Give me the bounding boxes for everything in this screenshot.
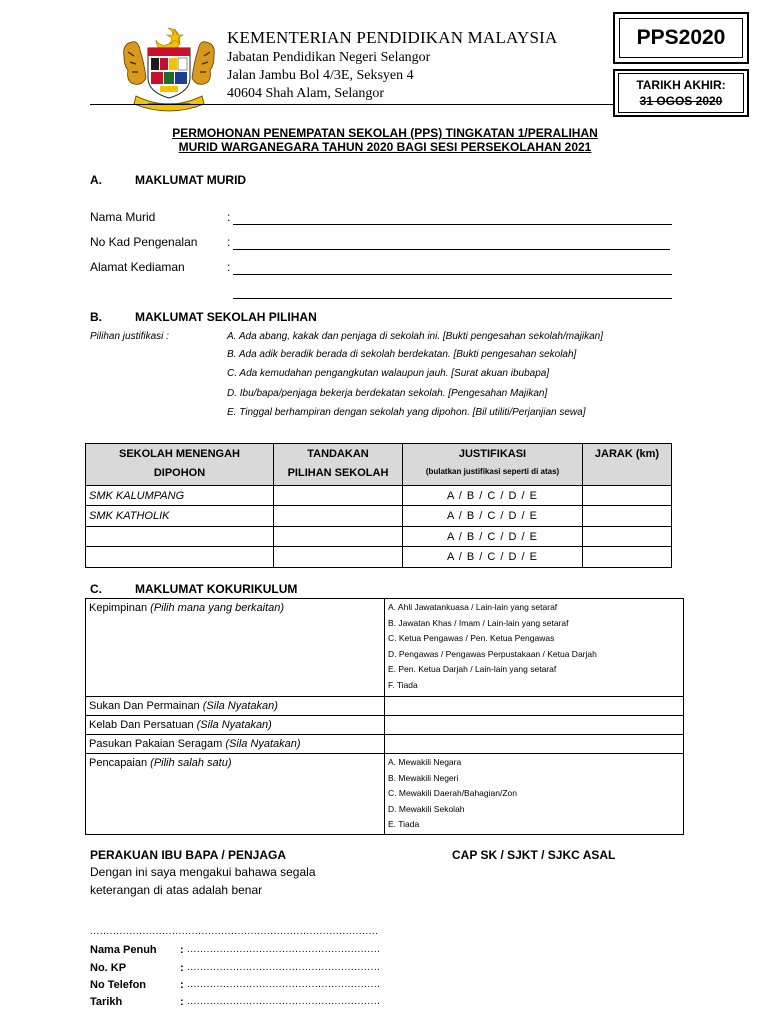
- kepimpinan-option-c: C. Ketua Pengawas / Pen. Ketua Pengawas: [388, 633, 555, 643]
- tarikh-field[interactable]: ...........................................................: [187, 996, 381, 1007]
- declaration-text-1: Dengan ini saya mengakui bahawa segala: [90, 865, 316, 879]
- table-row: [86, 547, 672, 568]
- tarikh-colon: :: [180, 996, 184, 1008]
- header-mark: TANDAKAN PILIHAN SEKOLAH: [274, 444, 403, 486]
- nama-penuh-label: Nama Penuh: [90, 944, 157, 956]
- section-b-title: MAKLUMAT SEKOLAH PILIHAN: [135, 310, 317, 324]
- section-c-title: MAKLUMAT KOKURIKULUM: [135, 582, 298, 596]
- school-stamp-heading: CAP SK / SJKT / SJKC ASAL: [452, 848, 616, 862]
- school-name-cell[interactable]: [86, 527, 274, 547]
- pencapaian-options-cell[interactable]: [385, 754, 684, 835]
- document-title-line-1: PERMOHONAN PENEMPATAN SEKOLAH (PPS) TINGKATAN 1/PERALIHAN: [172, 126, 598, 140]
- justification-option-a: A. Ada abang, kakak dan penjaga di sekolah ini. [Bukti pengesahan sekolah/majikan]: [227, 331, 603, 342]
- kepimpinan-option-d: D. Pengawas / Pengawas Perpustakaan / Ketua Darjah: [388, 648, 597, 659]
- table-row: [86, 754, 684, 835]
- pencapaian-option-e: E. Tiada: [388, 819, 420, 829]
- deadline: [618, 73, 744, 113]
- deadline-date: 31 OGOS 2020: [639, 94, 723, 108]
- justification-label: Pilihan justifikasi :: [90, 331, 169, 342]
- pencapaian-option-a: A. Mewakili Negara: [388, 757, 462, 767]
- alamat-kediaman-label: Alamat Kediaman: [90, 260, 185, 274]
- document-title-line-2: MURID WARGANEGARA TAHUN 2020 BAGI SESI PERSEKOLAHAN 2021: [178, 140, 592, 154]
- kepimpinan-option-e: E. Pen. Ketua Darjah / Lain-lain yang setaraf: [388, 664, 557, 674]
- school-name-cell: SMK KATHOLIK: [86, 506, 274, 527]
- nama-penuh-field[interactable]: ...........................................................: [187, 944, 381, 955]
- school-table-header: [86, 444, 672, 486]
- justification-cell[interactable]: A / B / C / D / E: [403, 527, 583, 547]
- kepimpinan-label-cell: [86, 599, 385, 697]
- kepimpinan-option-b: B. Jawatan Khas / Imam / Lain-lain yang setaraf: [388, 617, 569, 628]
- school-name-cell: SMK KALUMPANG: [86, 486, 274, 506]
- distance-cell[interactable]: [583, 506, 672, 527]
- mark-cell[interactable]: [274, 547, 403, 568]
- deadline-label: TARIKH AKHIR:: [636, 78, 726, 92]
- school-name-cell[interactable]: [86, 547, 274, 568]
- pencapaian-option-d: D. Mewakili Sekolah: [388, 803, 465, 814]
- nama-murid-field[interactable]: [233, 224, 672, 225]
- table-row: [86, 599, 684, 697]
- declaration-text-2: keterangan di atas adalah benar: [90, 883, 263, 897]
- address-line-2: 40604 Shah Alam, Selangor: [227, 86, 385, 101]
- no-kad-pengenalan-label: No Kad Pengenalan: [90, 235, 198, 249]
- table-row: [86, 735, 684, 754]
- no-kp-field[interactable]: ...........................................................: [187, 962, 381, 973]
- nama-murid-colon: :: [227, 210, 231, 224]
- justification-cell[interactable]: A / B / C / D / E: [403, 547, 583, 568]
- no-telefon-colon: :: [180, 979, 184, 991]
- kelab-input-cell[interactable]: [385, 716, 684, 735]
- tarikh-label: Tarikh: [90, 996, 123, 1008]
- nama-murid-label: Nama Murid: [90, 210, 156, 224]
- table-row: [86, 486, 672, 506]
- distance-cell[interactable]: [583, 527, 672, 547]
- section-a-title: MAKLUMAT MURID: [135, 173, 247, 187]
- pencapaian-label-cell: Pencapaian (Pilih salah satu): [86, 754, 385, 835]
- justification-option-d: D. Ibu/bapa/penjaga bekerja berdekatan sekolah. [Pengesahan Majikan]: [227, 388, 548, 399]
- mark-cell[interactable]: [274, 527, 403, 547]
- justification-option-b: B. Ada adik beradik berada di sekolah berdekatan. [Bukti pengesahan sekolah]: [227, 349, 577, 360]
- pencapaian-option-b: B. Mewakili Negeri: [388, 772, 459, 783]
- mark-cell[interactable]: [274, 486, 403, 506]
- table-row: [86, 716, 684, 735]
- table-row: [86, 527, 672, 547]
- table-row: [86, 506, 672, 527]
- no-kp-colon: :: [180, 962, 184, 974]
- header-distance: JARAK (km): [583, 444, 672, 486]
- no-telefon-field[interactable]: ...........................................................: [187, 979, 381, 990]
- header-school: SEKOLAH MENENGAH DIPOHON: [86, 444, 274, 486]
- section-a-letter: A.: [90, 173, 102, 187]
- department-name: Jabatan Pendidikan Negeri Selangor: [227, 50, 431, 65]
- kepimpinan-option-f: F. Tiada: [388, 679, 418, 690]
- alamat-kediaman-field-2[interactable]: [233, 298, 672, 299]
- justification-cell[interactable]: A / B / C / D / E: [403, 506, 583, 527]
- table-row: [86, 697, 684, 716]
- sukan-label-cell: Sukan Dan Permainan (Sila Nyatakan): [86, 697, 385, 716]
- cocurricular-table: [85, 598, 684, 835]
- distance-cell[interactable]: [583, 486, 672, 506]
- address-line-1: Jalan Jambu Bol 4/3E, Seksyen 4: [227, 68, 414, 83]
- ministry-title: KEMENTERIAN PENDIDIKAN MALAYSIA: [227, 28, 558, 47]
- justification-cell[interactable]: A / B / C / D / E: [403, 486, 583, 506]
- section-b-letter: B.: [90, 310, 102, 324]
- section-c-letter: C.: [90, 582, 102, 596]
- school-choice-table: [85, 443, 672, 568]
- distance-cell[interactable]: [583, 547, 672, 568]
- header-divider: [90, 104, 615, 105]
- sukan-input-cell[interactable]: [385, 697, 684, 716]
- kepimpinan-label: Kepimpinan (Pilih mana yang berkaitan): [89, 602, 285, 614]
- justification-option-c: C. Ada kemudahan pengangkutan walaupun jauh. [Surat akuan ibubapa]: [227, 368, 550, 379]
- no-kp-label: No. KP: [90, 962, 127, 974]
- no-kad-pengenalan-field[interactable]: [233, 249, 670, 250]
- no-kad-pengenalan-colon: :: [227, 235, 231, 249]
- alamat-kediaman-colon: :: [227, 260, 231, 274]
- pasukan-input-cell[interactable]: [385, 735, 684, 754]
- kelab-label-cell: Kelab Dan Persatuan (Sila Nyatakan): [86, 716, 385, 735]
- justification-option-e: E. Tinggal berhampiran dengan sekolah yang dipohon. [Bil utiliti/Perjanjian sewa]: [227, 407, 586, 418]
- kepimpinan-options-cell[interactable]: [385, 599, 684, 697]
- parent-signature-line[interactable]: ........................................................................................: [90, 926, 379, 937]
- alamat-kediaman-field[interactable]: [233, 274, 672, 275]
- no-telefon-label: No Telefon: [90, 979, 147, 991]
- malaysia-coat-of-arms-icon: [118, 26, 220, 112]
- form-code: PPS2020: [619, 18, 743, 58]
- mark-cell[interactable]: [274, 506, 403, 527]
- header-justification: JUSTIFIKASI (bulatkan justifikasi seperti di atas): [403, 444, 583, 486]
- nama-penuh-colon: :: [180, 944, 184, 956]
- pasukan-label-cell: Pasukan Pakaian Seragam (Sila Nyatakan): [86, 735, 385, 754]
- kepimpinan-option-a: A. Ahli Jawatankuasa / Lain-lain yang setaraf: [388, 602, 558, 612]
- pencapaian-option-c: C. Mewakili Daerah/Bahagian/Zon: [388, 788, 517, 798]
- declaration-heading: PERAKUAN IBU BAPA / PENJAGA: [90, 848, 287, 862]
